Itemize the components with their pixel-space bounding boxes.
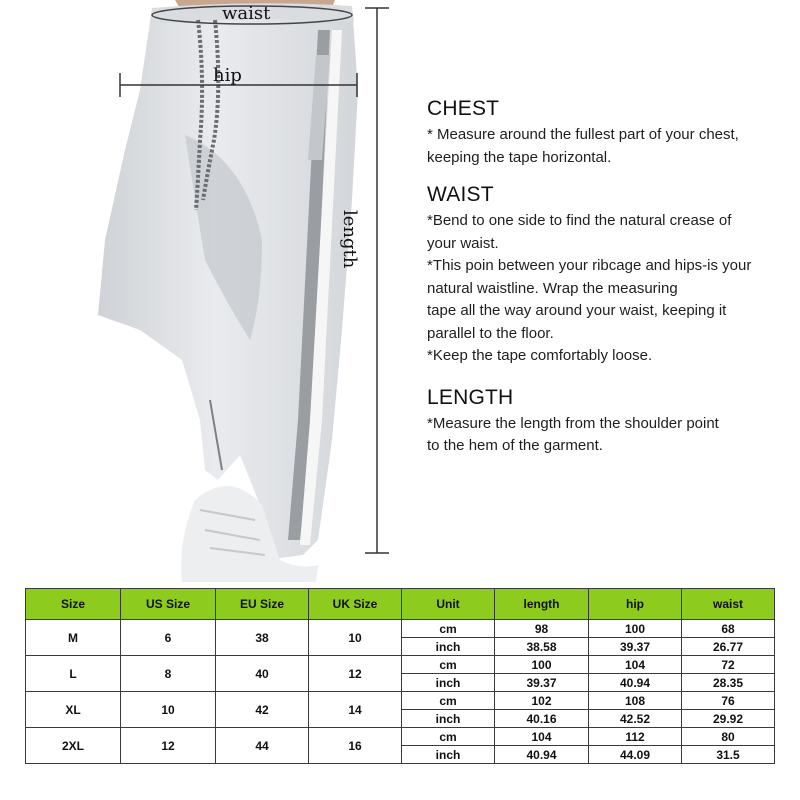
us-size-cell: 6 (121, 620, 216, 656)
waist-cell: 76 (682, 692, 775, 710)
size-cell: XL (26, 692, 121, 728)
uk-size-cell: 12 (309, 656, 402, 692)
length-cell: 98 (495, 620, 589, 638)
length-heading: LENGTH (427, 385, 514, 409)
length-cell: 104 (495, 728, 589, 746)
hip-cell: 40.94 (589, 674, 682, 692)
length-cell: 38.58 (495, 638, 589, 656)
chest-line: * Measure around the fullest part of your chest, (427, 126, 739, 143)
unit-cell: cm (402, 656, 495, 674)
table-row (26, 728, 775, 746)
waist-line: *Keep the tape comfortably loose. (427, 347, 653, 364)
length-cell: 100 (495, 656, 589, 674)
header-hip: hip (589, 589, 682, 620)
hip-cell: 42.52 (589, 710, 682, 728)
eu-size-cell: 40 (216, 656, 309, 692)
hip-cell: 100 (589, 620, 682, 638)
table-row (26, 620, 775, 638)
length-line: to the hem of the garment. (427, 437, 603, 454)
header-length: length (495, 589, 589, 620)
waist-cell: 68 (682, 620, 775, 638)
table-row (26, 692, 775, 710)
unit-cell: cm (402, 728, 495, 746)
waist-cell: 31.5 (682, 746, 775, 764)
us-size-cell: 8 (121, 656, 216, 692)
header-uk-size: UK Size (309, 589, 402, 620)
waist-cell: 72 (682, 656, 775, 674)
pants-illustration (0, 0, 410, 585)
waist-cell: 29.92 (682, 710, 775, 728)
hip-cell: 112 (589, 728, 682, 746)
size-chart-table (25, 588, 775, 764)
unit-cell: cm (402, 692, 495, 710)
chest-section (427, 97, 792, 169)
uk-size-cell: 16 (309, 728, 402, 764)
size-cell: M (26, 620, 121, 656)
hip-cell: 104 (589, 656, 682, 674)
length-line: *Measure the length from the shoulder point (427, 414, 719, 432)
hip-cell: 108 (589, 692, 682, 710)
length-section (427, 386, 792, 458)
waist-cell: 80 (682, 728, 775, 746)
waist-line: natural waistline. Wrap the measuring (427, 279, 678, 297)
chest-heading: CHEST (427, 97, 500, 120)
unit-cell: inch (402, 746, 495, 764)
unit-cell: inch (402, 638, 495, 656)
waist-label: waist (222, 3, 271, 24)
waist-cell: 28.35 (682, 674, 775, 692)
header-unit: Unit (402, 589, 495, 620)
waist-line: parallel to the floor. (427, 324, 554, 342)
eu-size-cell: 44 (216, 728, 309, 764)
waist-line: your waist. (427, 234, 499, 252)
table-row (26, 656, 775, 674)
hip-cell: 44.09 (589, 746, 682, 764)
header-eu-size: EU Size (216, 589, 309, 620)
length-cell: 40.16 (495, 710, 589, 728)
header-us-size: US Size (121, 589, 216, 620)
header-waist: waist (682, 589, 775, 620)
table-header-row (26, 589, 775, 620)
unit-cell: inch (402, 710, 495, 728)
unit-cell: cm (402, 620, 495, 638)
measurement-instructions (427, 97, 792, 472)
length-label: length (339, 210, 360, 269)
uk-size-cell: 10 (309, 620, 402, 656)
eu-size-cell: 38 (216, 620, 309, 656)
waist-heading: WAIST (427, 183, 494, 206)
waist-line: *Bend to one side to find the natural crease of (427, 212, 732, 229)
product-image (0, 0, 410, 585)
waist-section (427, 183, 792, 368)
size-cell: 2XL (26, 728, 121, 764)
length-cell: 102 (495, 692, 589, 710)
eu-size-cell: 42 (216, 692, 309, 728)
hip-label: hip (213, 65, 242, 86)
length-cell: 39.37 (495, 674, 589, 692)
size-cell: L (26, 656, 121, 692)
waist-line: tape all the way around your waist, keeping it (427, 302, 727, 319)
us-size-cell: 12 (121, 728, 216, 764)
waist-line: *This poin between your ribcage and hips-is your (427, 257, 752, 274)
chest-line: keeping the tape horizontal. (427, 148, 612, 166)
length-cell: 40.94 (495, 746, 589, 764)
length-measure-line (365, 8, 389, 553)
hip-cell: 39.37 (589, 638, 682, 656)
unit-cell: inch (402, 674, 495, 692)
header-size: Size (26, 589, 121, 620)
waist-cell: 26.77 (682, 638, 775, 656)
us-size-cell: 10 (121, 692, 216, 728)
uk-size-cell: 14 (309, 692, 402, 728)
